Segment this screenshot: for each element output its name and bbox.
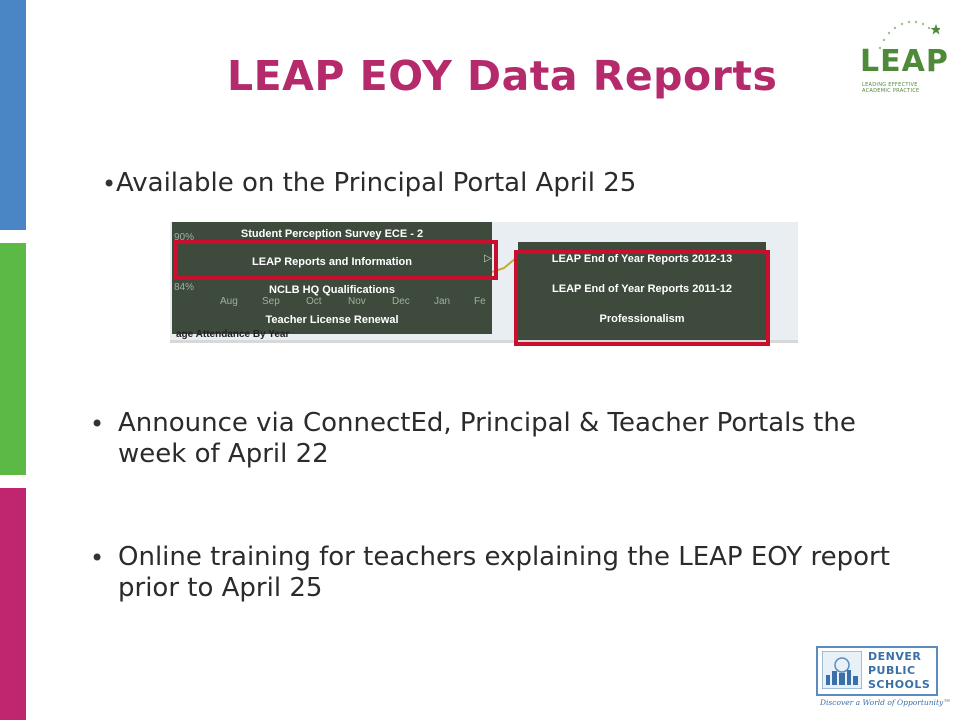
bullet-dot: • xyxy=(90,544,105,572)
bullet-dot: • xyxy=(90,410,105,438)
submenu-arrow-icon: ▷ xyxy=(484,253,492,264)
bullet-text-3: Online training for teachers explaining the LEAP EOY report prior to April 25 xyxy=(118,542,890,603)
dps-logo xyxy=(816,646,951,710)
highlight-box-eoy-reports xyxy=(514,250,770,346)
month-label: Fe xyxy=(474,296,486,307)
menu-item-leap-reports[interactable]: LEAP Reports and Information xyxy=(252,256,412,268)
stripe-pink xyxy=(0,488,26,720)
star-icon xyxy=(931,24,941,35)
leap-wordmark: LEAP xyxy=(860,44,949,79)
menu-item-professionalism[interactable]: Professionalism xyxy=(599,313,685,325)
month-label: Sep xyxy=(262,296,280,307)
menu-item-nclb-hq[interactable]: NCLB HQ Qualifications xyxy=(269,284,395,296)
stripe-green xyxy=(0,243,26,475)
month-label: Dec xyxy=(392,296,410,307)
month-label: Nov xyxy=(348,296,366,307)
axis-label-84: 84% xyxy=(174,282,195,293)
bullet-text-1: Available on the Principal Portal April 25 xyxy=(116,168,637,198)
menu-item-license-renewal[interactable]: Teacher License Renewal xyxy=(265,314,399,326)
month-label: Aug xyxy=(220,296,238,307)
bullet-item-3 xyxy=(90,542,910,604)
dps-name-line-2: PUBLIC xyxy=(868,664,916,677)
month-label: Jan xyxy=(434,296,451,307)
menu-item-eoy-2011-12[interactable]: LEAP End of Year Reports 2011-12 xyxy=(552,283,732,295)
leap-tagline: LEADING EFFECTIVE ACADEMIC PRACTICE xyxy=(862,82,920,94)
month-label: Oct xyxy=(306,296,322,307)
menu-item-perception-survey[interactable]: Student Perception Survey ECE - 2 xyxy=(240,228,424,240)
leap-logo xyxy=(858,18,949,94)
bullet-dot: • xyxy=(102,170,117,198)
bullet-text-2: Announce via ConnectEd, Principal & Teacher Portals the week of April 22 xyxy=(118,408,856,469)
menu-item-eoy-2012-13[interactable]: LEAP End of Year Reports 2012-13 xyxy=(551,253,733,265)
dps-name-line-3: SCHOOLS xyxy=(868,678,931,691)
highlight-box-leap-reports xyxy=(174,240,498,280)
stripe-blue xyxy=(0,0,26,230)
portal-menu-screenshot xyxy=(170,222,798,358)
axis-label-90: 90% xyxy=(174,232,195,243)
attendance-caption: age Attendance By Year xyxy=(176,329,290,340)
dps-name-line-1: DENVER xyxy=(868,650,922,663)
slide-title: LEAP EOY Data Reports xyxy=(227,52,778,100)
dps-tagline: Discover a World of Opportunity™ xyxy=(820,698,951,707)
skyline-emblem-icon xyxy=(822,651,862,689)
bullet-item-1 xyxy=(102,168,636,201)
bullet-item-2 xyxy=(90,408,890,470)
